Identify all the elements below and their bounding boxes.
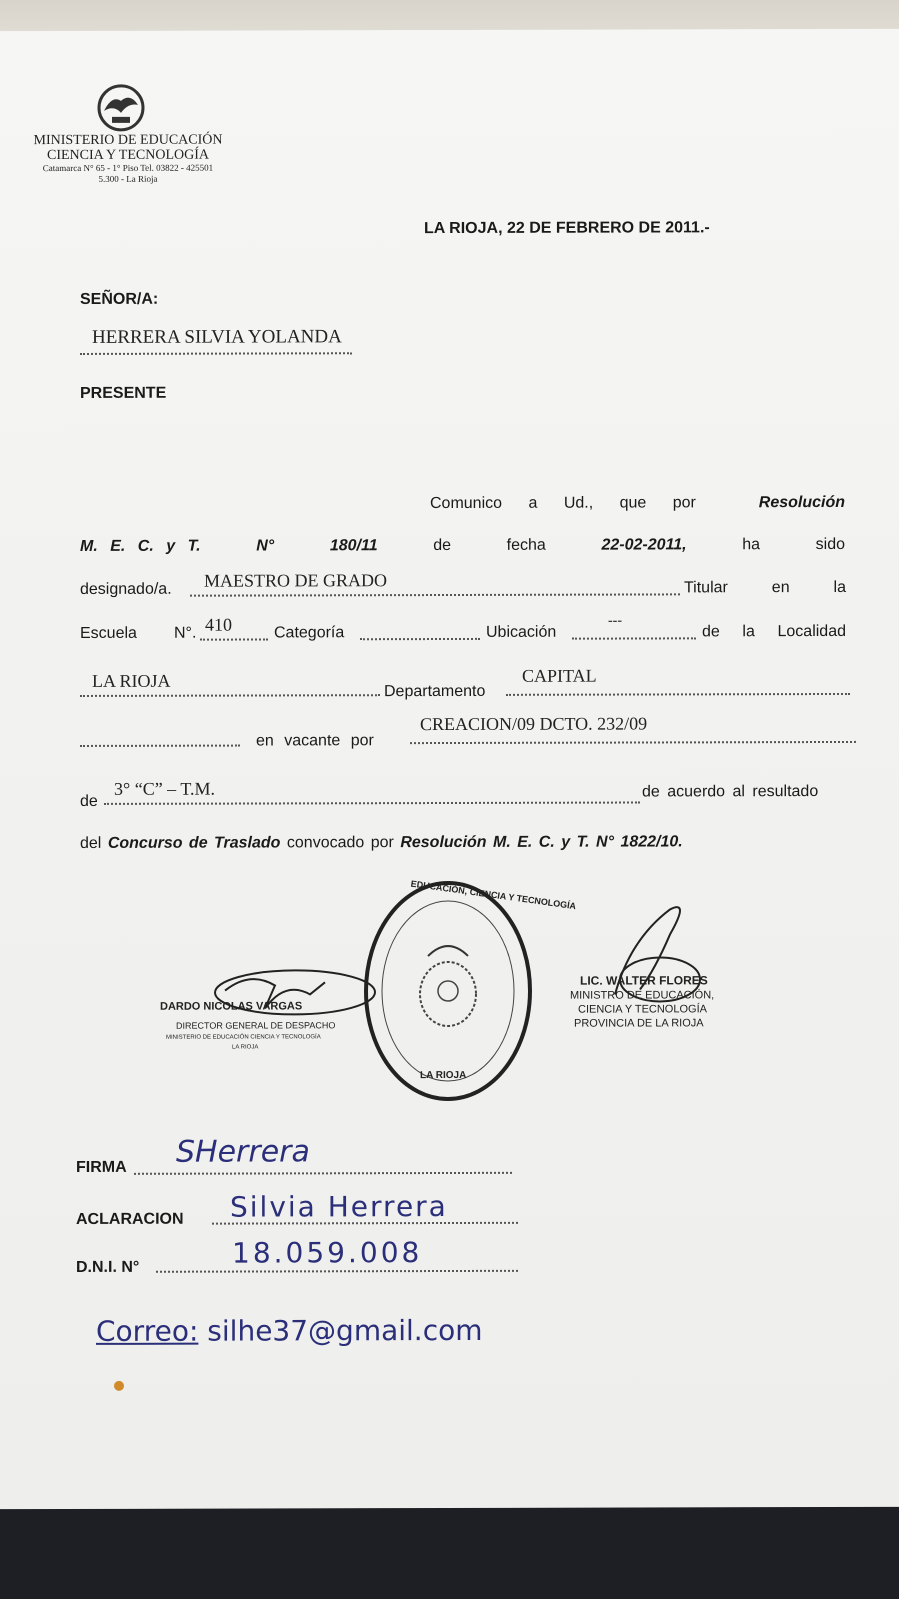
escuela-dotted-line — [200, 638, 268, 640]
ha-word: ha — [742, 536, 760, 554]
departamento-label: Departamento — [384, 682, 486, 701]
escuela-number: 410 — [205, 614, 232, 635]
left-signer-city: LA RIOJA — [232, 1044, 259, 1051]
fecha-word: fecha — [506, 536, 546, 554]
ubicacion-value: --- — [608, 613, 622, 629]
recipient-dotted-line — [80, 352, 352, 355]
correo-line — [96, 1314, 483, 1348]
vacante-prefix-dotted-line — [80, 745, 240, 747]
resolucion-word: Resolución — [758, 493, 845, 512]
en-word: en — [771, 579, 790, 597]
body-line-1 — [430, 494, 845, 513]
firma-dotted-line — [134, 1172, 512, 1175]
letter-date: LA RIOJA, 22 DE FEBRERO DE 2011.- — [424, 219, 710, 238]
vacante-dotted-line — [410, 741, 856, 744]
firma-label: FIRMA — [76, 1158, 127, 1176]
number-sign: N° — [256, 537, 275, 555]
titular-word: Titular — [684, 579, 728, 597]
designado-dotted-line — [190, 593, 680, 596]
concurso-line — [80, 833, 683, 853]
right-signer-title-1: MINISTRO DE EDUCACIÓN, — [570, 989, 715, 1002]
la-word: la — [833, 578, 846, 596]
body-line-1-text: Comunico a Ud., que por — [430, 494, 696, 513]
ink-spot — [114, 1381, 124, 1391]
localidad-value: LA RIOJA — [92, 670, 171, 691]
ubicacion-dotted-line — [572, 637, 696, 639]
mect-label: M. E. C. y T. — [80, 537, 201, 555]
seal-bottom-text: LA RIOJA — [420, 1069, 467, 1082]
recipient-name: HERRERA SILVIA YOLANDA — [92, 326, 342, 348]
localidad-dotted-line — [80, 694, 380, 697]
correo-label: Correo: — [96, 1314, 199, 1348]
letterhead — [8, 133, 248, 186]
localidad-label: de la Localidad — [702, 622, 846, 641]
ministry-address: Catamarca N° 65 - 1° Piso Tel. 03822 - 425501 — [42, 162, 214, 174]
left-signer-title: DIRECTOR GENERAL DE DESPACHO — [176, 1020, 336, 1031]
resolution-date: 22-02-2011, — [601, 536, 687, 554]
designado-value: MAESTRO DE GRADO — [204, 570, 388, 591]
dni-handwritten: 18.059.008 — [232, 1236, 423, 1270]
firma-handwritten: SHerrera — [176, 1134, 310, 1170]
designado-label: designado/a. — [80, 580, 172, 598]
convocado-word: convocado por — [286, 834, 394, 852]
vacante-value: CREACION/09 DCTO. 232/09 — [420, 713, 648, 735]
presente-label: PRESENTE — [80, 384, 167, 402]
departamento-value: CAPITAL — [522, 665, 597, 686]
departamento-dotted-line — [506, 693, 850, 696]
document-page — [0, 29, 899, 1509]
right-signer-title-3: PROVINCIA DE LA RIOJA — [574, 1017, 704, 1030]
dni-dotted-line — [156, 1270, 518, 1273]
right-signer-name: LIC. WALTER FLORES — [580, 973, 708, 988]
de-word: de — [433, 536, 452, 555]
categoria-dotted-line — [360, 638, 480, 640]
del-word: del — [80, 834, 102, 852]
ministry-name: MINISTERIO DE EDUCACIÓN — [33, 132, 223, 149]
desk-background-bottom — [0, 1500, 899, 1599]
vacante-label: en vacante por — [256, 732, 374, 750]
resultado-text: de acuerdo al resultado — [642, 783, 819, 801]
concurso-traslado: Concurso de Traslado — [107, 834, 281, 852]
aclaracion-label: ACLARACION — [76, 1210, 184, 1228]
categoria-label: Categoría — [274, 624, 345, 642]
ubicacion-label: Ubicación — [486, 623, 557, 641]
left-signer-name: DARDO NICOLAS VARGAS — [160, 1000, 303, 1013]
resolution-number: 180/11 — [329, 537, 378, 555]
curso-value: 3° “C” – T.M. — [114, 778, 216, 799]
curso-de-label: de — [80, 792, 98, 810]
left-signer-ministry: MINISTERIO DE EDUCACIÓN CIENCIA Y TECNOLOGÍA — [166, 1034, 321, 1041]
sido-word: sido — [815, 535, 845, 554]
body-line-2 — [80, 536, 845, 556]
seal-top-text: EDUCACIÓN, CIENCIA Y TECNOLOGÍA — [410, 878, 577, 912]
left-signature-scribble — [195, 960, 385, 1025]
escuela-no-label: N°. — [174, 624, 197, 642]
dni-label: D.N.I. N° — [76, 1258, 140, 1276]
escuela-label: Escuela — [80, 624, 137, 642]
concurso-resolution: Resolución M. E. C. y T. N° 1822/10. — [400, 833, 683, 852]
salutation: SEÑOR/A: — [80, 290, 159, 308]
ministry-logo — [90, 83, 152, 138]
curso-dotted-line — [104, 802, 640, 805]
titular-group — [684, 579, 846, 597]
ministry-subname: CIENCIA Y TECNOLOGÍA — [46, 147, 210, 164]
right-signer-title-2: CIENCIA Y TECNOLOGÍA — [578, 1003, 707, 1016]
correo-value: silhe37@gmail.com — [207, 1313, 483, 1348]
ministry-city: 5.300 - La Rioja — [98, 173, 158, 184]
aclaracion-handwritten: Silvia Herrera — [230, 1190, 448, 1224]
